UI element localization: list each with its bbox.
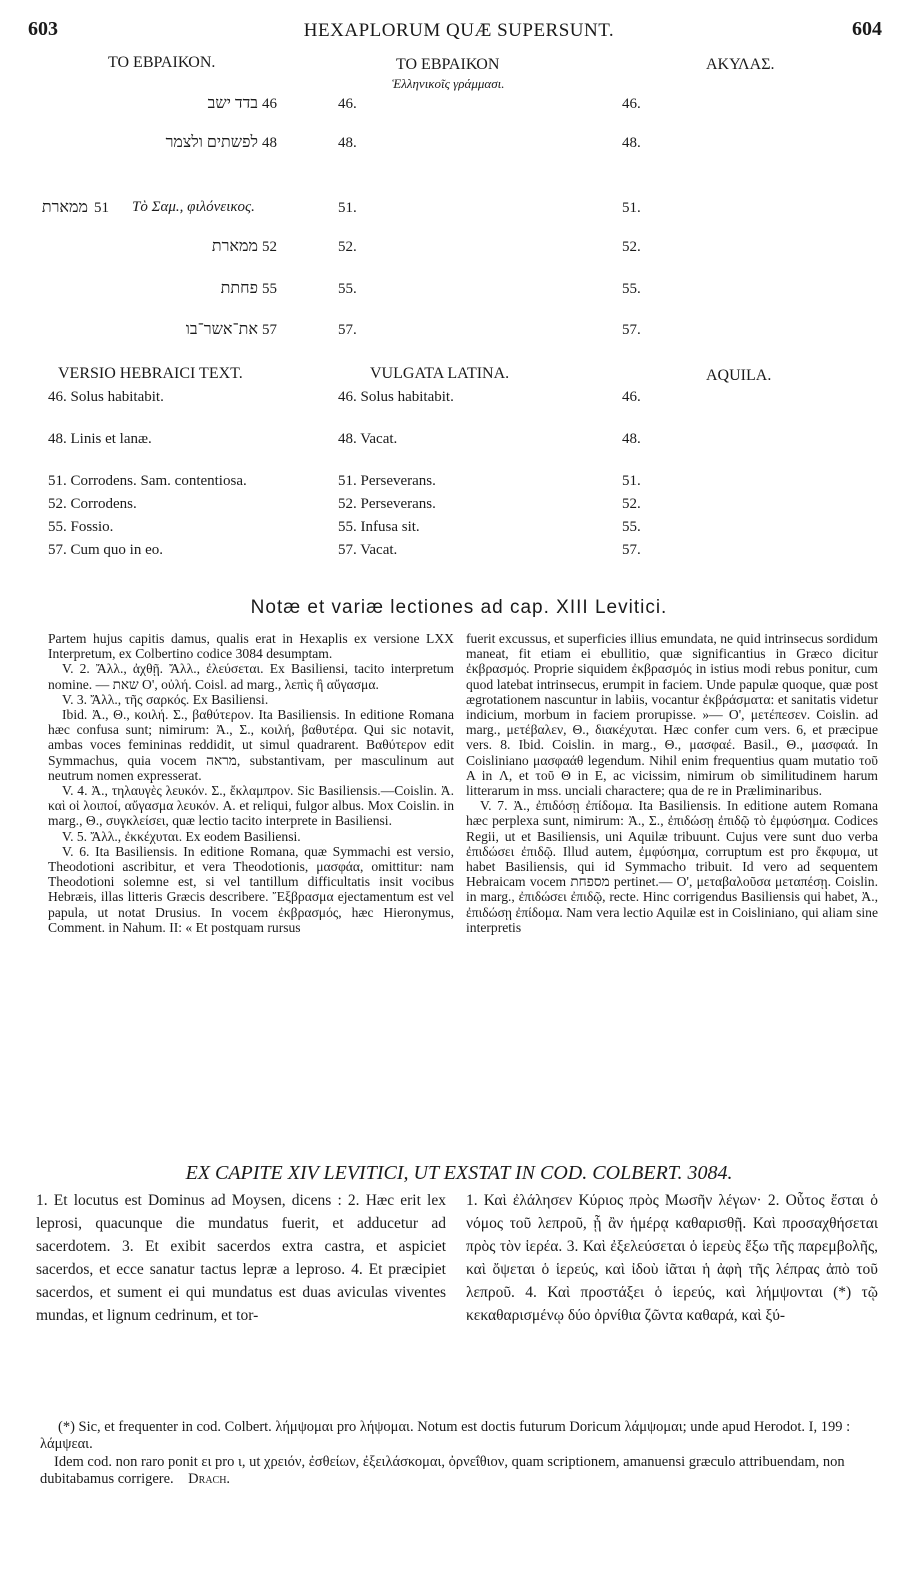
cell-aquila-latin: 46.	[622, 389, 641, 405]
cell-vulgata: 52. Perseverans.	[338, 496, 436, 512]
cell-aquila: 46.	[622, 96, 641, 112]
excerpt-title: EX CAPITE XIV LEVITICI, UT EXSTAT IN COD. COLBERT. 3084.	[185, 1162, 733, 1184]
column-title-vulgata: VULGATA LATINA.	[370, 365, 510, 382]
cell-aquila-latin: 55.	[622, 519, 641, 535]
excerpt-greek-text: 1. Καὶ ἐλάλησεν Κύριος πρὸς Μωσῆν λέγων· 2. Οὗτος ἔσται ὁ νόμος τοῦ λεπροῦ, ᾗ ἂν ἡμέρᾳ καθαρισθῇ. Καὶ προσαχθήσεται πρὸς τὸν ἱερέα. 3. Καὶ ἐξελεύσεται ὁ ἱερεὺς ἔξω τῆς παρεμβολῆς, καὶ ὄψεται ὁ ἱερεύς, καὶ ἰδοὺ ἰᾶται ἡ ἀφὴ τῆς λέπρας ἀπὸ τοῦ λεπροῦ. 4. Καὶ προστάξει ὁ ἱερεύς, καὶ λήμψονται (*) τῷ κεκαθαρισμένῳ δύο ὀρνίθια ζῶντα καθαρά, καὶ ξύ-	[466, 1192, 878, 1324]
column-title-hebrew-greek: ΤΟ ΕΒΡΑΙΚΟΝ	[396, 56, 500, 73]
hebrew-text: פחתת	[220, 280, 258, 297]
hebrew-text: לפשתים ולצמר	[165, 134, 258, 151]
cell-vulgata: 55. Infusa sit.	[338, 519, 420, 535]
note-paragraph: fuerit excussus, et superficies illius emundata, ne quid intrinsecus sordidum maneat, fit etiam ei ebullitio, quæ significantius in Græco dicitur ἐκβρασμός. Proprie siquidem ἐκβρασμός in istius modi rebus ponitur, cum quod latebat intrinsecus, erumpit in faciem. Unde papulæ quoque, quæ post ægrotationem nascuntur in labiis, vocantur ἐκβράσματα: et sanitatis videtur indicium, morbum in faciem prorupisse. »— Ο', μετέπεσεν. Coislin. ad marg., μετέβαλεν, Θ., διακέχυται. Hæc confer cum vers. 6, et præcipue vers. 8. Ibid. Coislin. in marg., Θ., μασφαέ. Basil., Θ., μασφαά. In Coisliniano μασφαάθ legendum. Nihil enim frequentius quam mutatio τοῦ Α in Λ, et τοῦ Θ in Ε, ac vicissim, nimirum ob similitudinem harum litterarum in mss. unciali charactere; qua de re in Præliminaribus.	[466, 631, 878, 799]
cell-aquila: 48.	[622, 135, 641, 151]
cell-transliteration: 55.	[338, 281, 357, 297]
hebrew-text: ממארת	[211, 238, 258, 255]
footnote-line: (*) Sic, et frequenter in cod. Colbert. λήμψομαι pro λήψομαι. Notum est doctis futurum Doricum λάμψομαι; unde apud Herodot. I, 199 : λάμψεαι.	[40, 1419, 851, 1453]
notes-left-column	[48, 631, 454, 935]
cell-versio: 55. Fossio.	[48, 519, 114, 535]
cell-transliteration: 48.	[338, 135, 357, 151]
cell-aquila-latin: 51.	[622, 473, 641, 489]
note-paragraph: Partem hujus capitis damus, qualis erat in Hexaplis ex versione LXX Interpretum, ex Colbertino codice 3084 desumptam.	[48, 631, 454, 662]
column-title-hebrew: ΤΟ ΕΒΡΑΙΚΟΝ.	[108, 54, 216, 71]
cell-versio: 57. Cum quo in eo.	[48, 542, 163, 558]
cell-vulgata: 46. Solus habitabit.	[338, 389, 454, 405]
cell-aquila-latin: 48.	[622, 431, 641, 447]
verse-number: 55	[262, 281, 277, 297]
cell-aquila: 52.	[622, 239, 641, 255]
page-number-left: 603	[28, 18, 58, 40]
note-paragraph: Ibid. Ἀ., Θ., κοιλή. Σ., βαθύτερον. Ita Basiliensis. In editione Romana hæc confusa sunt; nimirum: Ἀ., Σ., κοιλή, βαθυτέρα. Qui sic notavit, ambas voces femininas reddidit, ut simul quadrarent. Βαθύτερον edit Symmachus, quia vocem מראה, substantivam, per masculinum aut neutrum nomen expresserat.	[48, 707, 454, 783]
running-title: HEXAPLORUM QUÆ SUPERSUNT.	[303, 20, 615, 41]
samaritan-note: Τὸ Σαμ., φιλόνεικος.	[132, 199, 255, 215]
excerpt-latin-column	[36, 1189, 446, 1327]
cell-transliteration: 52.	[338, 239, 357, 255]
cell-transliteration: 51.	[338, 200, 357, 216]
page-number-right: 604	[852, 18, 882, 40]
note-paragraph: V. 2. Ἄλλ., ἀχθῇ. Ἄλλ., ἐλεύσεται. Ex Basiliensi, tacito interpretum nomine. — שאת Ο', οὐλή. Coisl. ad marg., λεπὶς ἢ αὔγασμα.	[48, 661, 454, 692]
hebrew-text: ממארת	[41, 199, 88, 216]
cell-versio: 52. Corrodens.	[48, 496, 137, 512]
excerpt-greek-column	[466, 1189, 878, 1327]
notes-title: Notæ et variæ lectiones ad cap. XIII Levitici.	[250, 597, 668, 618]
cell-transliteration: 46.	[338, 96, 357, 112]
verse-number: 52	[262, 239, 277, 255]
column-title-aquila-greek: ΑΚΥΛΑΣ.	[706, 56, 775, 73]
cell-vulgata: 48. Vacat.	[338, 431, 398, 447]
verse-number: 48	[262, 135, 277, 151]
cell-vulgata: 51. Perseverans.	[338, 473, 436, 489]
footnote-signature: Drach.	[188, 1471, 231, 1488]
cell-aquila: 51.	[622, 200, 641, 216]
verse-number: 57	[262, 322, 277, 338]
footnote	[40, 1419, 880, 1489]
verse-number: 46	[262, 96, 277, 112]
cell-aquila: 57.	[622, 322, 641, 338]
cell-aquila-latin: 57.	[622, 542, 641, 558]
hebrew-text: את־אשר־בו	[185, 321, 258, 338]
hebrew-text: בדד ישב	[207, 95, 258, 112]
cell-versio: 48. Linis et lanæ.	[48, 431, 152, 447]
note-paragraph: V. 6. Ita Basiliensis. In editione Romana, quæ Symmachi est versio, Theodotioni ascribitur, et vera Theodotionis, μασφάα, omittitur: nam Theodotioni solemne est, si vel tantillum difficultatis insit vocibus Hebræis, illas litteris Græcis describere. Ἔξβρασμα ejectamentum est vel papula, ut notat Drusius. In vocem ἐκβρασμός, hæc Hieronymus, Comment. in Nahum. II: « Et postquam rursus	[48, 843, 454, 935]
notes-right-column	[466, 631, 878, 935]
note-paragraph: V. 3. Ἄλλ., τῆς σαρκός. Ex Basiliensi.	[62, 691, 269, 707]
column-subtitle-greek-letters: Ἑλληνικοῖς γράμμασι.	[392, 76, 505, 91]
cell-aquila: 55.	[622, 281, 641, 297]
footnote-line	[40, 1454, 880, 1489]
column-title-aquila-latin: AQUILA.	[706, 367, 772, 384]
note-paragraph: V. 5. Ἄλλ., ἐκκέχυται. Ex eodem Basiliensi.	[62, 828, 301, 844]
cell-versio: 46. Solus habitabit.	[48, 389, 164, 405]
excerpt-latin-text: 1. Et locutus est Dominus ad Moysen, dicens : 2. Hæc erit lex leprosi, quacunque die mundatus fuerit, et adducetur ad sacerdotem. 3. Et exibit sacerdos extra castra, et aspiciet sacerdos, et ecce sanatur tactus lepræ a leproso. 4. Et præcipiet sacerdos, et sument ei qui mundatus est duas aviculas viventes mundas, et lignum cedrinum, et tor-	[36, 1192, 446, 1324]
verse-number: 51	[94, 200, 109, 216]
cell-vulgata: 57. Vacat.	[338, 542, 398, 558]
cell-transliteration: 57.	[338, 322, 357, 338]
cell-versio: 51. Corrodens. Sam. contentiosa.	[48, 473, 247, 489]
note-paragraph: V. 7. Ἀ., ἐπιδόσῃ ἐπίδομα. Ita Basiliensis. In editione autem Romana hæc perplexa sunt, nimirum: Ἀ., Σ., ἐπιδώσῃ ἐπιδῷ τὸ ἐμφύσημα. Codices Regii, ut et Basiliensis, uni Aquilæ tribuunt. Cujus vere sunt duo verba ἐπιδώσει ἐπιδῷ. Illud autem, ἐμφύσημα, corruptum est pro ἔκφυμα, ut habet Basiliensis, qui id Symmacho tribuit. Id vero ad sequentem Hebraicam vocem מספחת pertinet.— Ο', μεταβαλοῦσα μεταπέσῃ. Coislin. in marg., ἐπιδώσει ἐπιδῷ, recte. Hinc corrigendus Basiliensis qui habet, Ἀ., ἐπιδώσῃ ἐπίδομα. Nam vera lectio Aquilæ est in Coisliniano, qui aliam sine interpretis	[466, 798, 878, 935]
column-title-versio: VERSIO HEBRAICI TEXT.	[58, 365, 243, 382]
cell-aquila-latin: 52.	[622, 496, 641, 512]
footnote-text: Idem cod. non raro ponit ει pro ι, ut χρειόν, ἐσθείων, ἐξειλάσκομαι, ὀρνεΐθιον, quam scriptionem, amanuensi græculo attribuendam, non dubitabamus corrigere.	[40, 1453, 845, 1488]
note-paragraph: V. 4. Ἀ., τηλαυγὲς λευκόν. Σ., ἔκλαμπρον. Sic Basiliensis.—Coislin. Ἀ. καὶ οἱ λοιποί, αὔγασμα λευκόν. A. et reliqui, fulgor albus. Mox Coislin. in marg., Θ., συγκλείσει, quæ lectio tacito interprete in Basiliensi.	[48, 783, 454, 829]
